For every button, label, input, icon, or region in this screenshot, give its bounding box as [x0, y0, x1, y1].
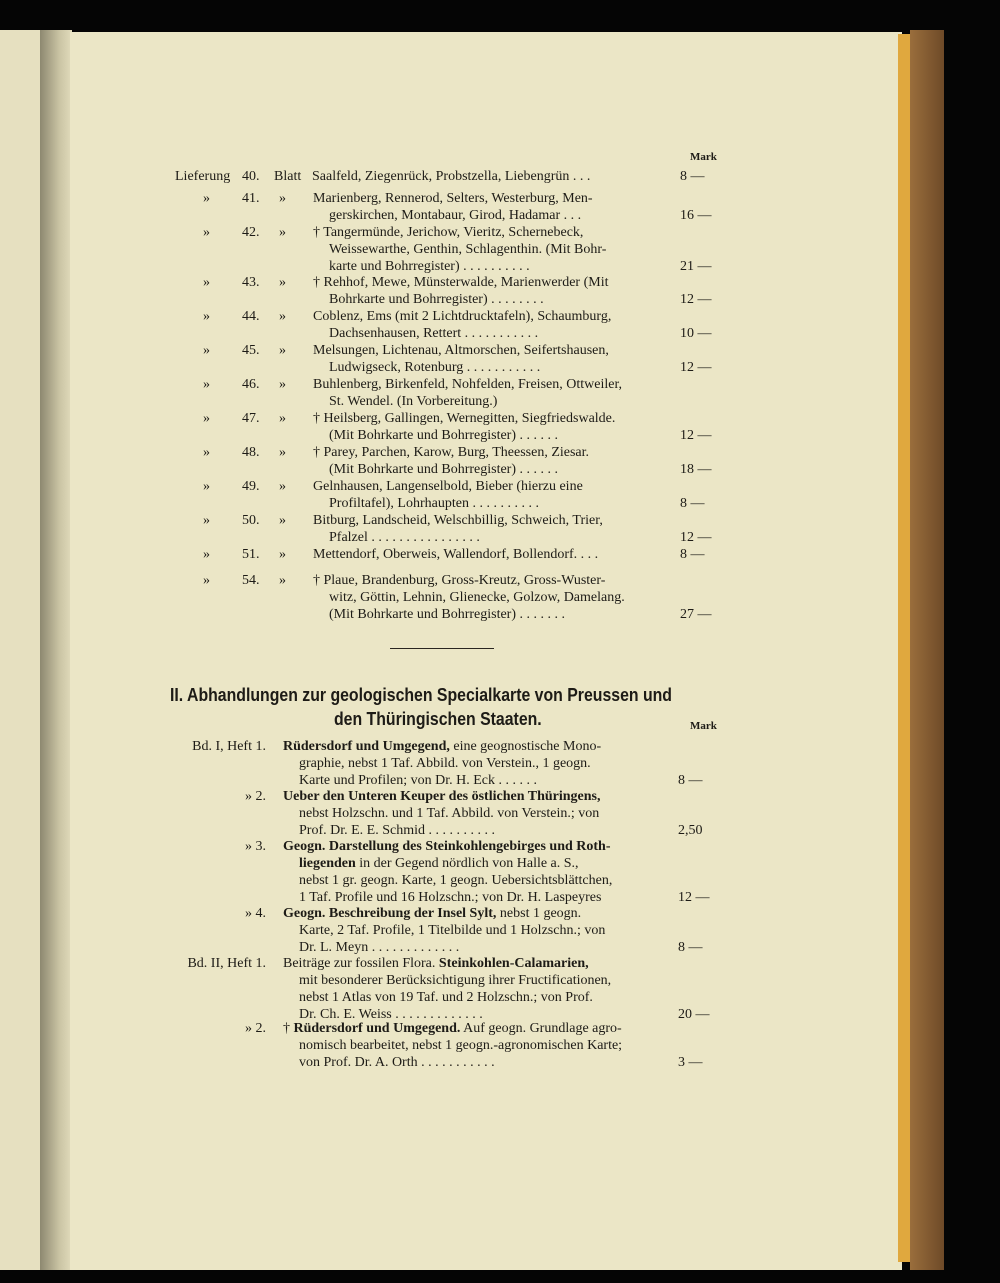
- entry-text-line: [283, 955, 663, 972]
- entry-price: 20 —: [678, 1007, 710, 1022]
- entry-text-line: Prof. Dr. E. E. Schmid . . . . . . . . . .: [299, 823, 495, 838]
- entry-text-line: Dr. Ch. E. Weiss . . . . . . . . . . . . .: [299, 1007, 483, 1022]
- series-label: »: [203, 445, 210, 460]
- blatt-label: »: [279, 513, 286, 528]
- entry-text-line: liegenden in der Gegend nördlich von Halle a. S.,: [299, 856, 579, 871]
- entry-text-line: Karte und Profilen; von Dr. H. Eck . . . . . .: [299, 773, 537, 788]
- entry-text: [313, 478, 583, 512]
- entry-text-line: † Tangermünde, Jerichow, Vieritz, Schernebeck,: [313, 225, 584, 240]
- entry-text-line: [283, 1020, 663, 1037]
- section-2-heading-line-2: den Thüringischen Staaten.: [334, 709, 542, 729]
- series-label: »: [203, 547, 210, 562]
- entry-price: 12 —: [680, 428, 712, 443]
- entry-text: [313, 274, 608, 308]
- entry-text: [313, 546, 598, 563]
- entry-text-line: [283, 838, 663, 855]
- entry-price: 16 —: [680, 208, 712, 223]
- series-label: »: [203, 377, 210, 392]
- entry-text-line: St. Wendel. (In Vorbereitung.): [329, 394, 498, 409]
- entry-text-line: † Rehhof, Mewe, Münsterwalde, Marienwerder (Mit: [313, 275, 609, 290]
- entry-number: 42.: [242, 225, 260, 240]
- series-label: »: [203, 411, 210, 426]
- blatt-label: »: [279, 445, 286, 460]
- entry-text: [283, 788, 663, 839]
- section-divider: [390, 648, 494, 649]
- entry-text-line: Karte, 2 Taf. Profile, 1 Titelbilde und 1 Holzschn.; von: [299, 923, 606, 938]
- entry-title: Rüdersdorf und Umgegend.: [293, 1021, 461, 1036]
- entry-text: [283, 838, 663, 906]
- blatt-label: Blatt: [274, 169, 302, 184]
- entry-text: [313, 308, 611, 342]
- entry-text-line: † Heilsberg, Gallingen, Wernegitten, Siegfriedswalde.: [313, 411, 616, 426]
- blatt-label: »: [279, 309, 286, 324]
- entry-number: 47.: [242, 411, 260, 426]
- entry-number: 48.: [242, 445, 260, 460]
- series-label: »: [203, 191, 210, 206]
- entry-title: Geogn. Darstellung des Steinkohlengebirges und Roth-: [283, 839, 611, 854]
- series-label: »: [203, 275, 210, 290]
- entry-title: Geogn. Beschreibung der Insel Sylt,: [283, 906, 497, 921]
- entry-price: 8 —: [678, 773, 703, 788]
- book-spine: [40, 30, 72, 1270]
- entry-number: 41.: [242, 191, 260, 206]
- entry-number: 45.: [242, 343, 260, 358]
- entry-text-line: [283, 905, 663, 922]
- entry-price: 8 —: [680, 496, 705, 511]
- entry-text-rest: nebst 1 geogn.: [496, 906, 582, 921]
- entry-text-line: gerskirchen, Montabaur, Girod, Hadamar . . .: [329, 208, 582, 223]
- blatt-label: »: [279, 573, 286, 588]
- entry-text-line: Mettendorf, Oberweis, Wallendorf, Bollendorf. . . .: [313, 547, 599, 562]
- entry-price: 12 —: [678, 890, 710, 905]
- entry-text: [313, 444, 589, 478]
- entry-price: 8 —: [678, 940, 703, 955]
- entry-text-line: † Parey, Parchen, Karow, Burg, Theessen, Ziesar.: [313, 445, 590, 460]
- entry-text-rest: eine geognostische Mono-: [449, 739, 602, 754]
- entry-number: 43.: [242, 275, 260, 290]
- entry-text: [313, 572, 625, 623]
- blatt-label: »: [279, 191, 286, 206]
- entry-text: [283, 738, 663, 789]
- blatt-label: »: [279, 547, 286, 562]
- entry-text-line: Profiltafel), Lohrhaupten . . . . . . . . . .: [329, 496, 539, 511]
- entry-number: 50.: [242, 513, 260, 528]
- entry-text-line: Ludwigseck, Rotenburg . . . . . . . . . . .: [329, 360, 541, 375]
- entry-text-line: Dachsenhausen, Rettert . . . . . . . . . . .: [329, 326, 539, 341]
- entry-text: [313, 190, 593, 224]
- blatt-label: »: [279, 275, 286, 290]
- entry-text-line: (Mit Bohrkarte und Bohrregister) . . . . . .: [329, 428, 559, 443]
- entry-price: 18 —: [680, 462, 712, 477]
- entry-text-line: (Mit Bohrkarte und Bohrregister) . . . . . .: [329, 462, 559, 477]
- entry-text-line: mit besonderer Berücksichtigung ihrer Fructificationen,: [299, 973, 612, 988]
- entry-number: 51.: [242, 547, 260, 562]
- entry-text-line: Bitburg, Landscheid, Welschbillig, Schweich, Trier,: [313, 513, 603, 528]
- series-label: »: [203, 479, 210, 494]
- entry-text-line: karte und Bohrregister) . . . . . . . . . .: [329, 259, 530, 274]
- blatt-label: »: [279, 377, 286, 392]
- entry-text-line: nebst 1 Atlas von 19 Taf. und 2 Holzschn.; von Prof.: [299, 990, 593, 1005]
- entry-text-line: witz, Göttin, Lehnin, Glienecke, Golzow, Damelang.: [329, 590, 625, 605]
- entry-price: 12 —: [680, 530, 712, 545]
- entry-text-line: [283, 738, 663, 755]
- entry-text-line: † Plaue, Brandenburg, Gross-Kreutz, Gross-Wuster-: [313, 573, 606, 588]
- entry-text-line: Bohrkarte und Bohrregister) . . . . . . . .: [329, 292, 544, 307]
- entry-text-line: graphie, nebst 1 Taf. Abbild. von Verstein., 1 geogn.: [299, 756, 591, 771]
- volume-label: » 2.: [245, 1021, 266, 1036]
- series-label: »: [203, 225, 210, 240]
- entry-text-line: (Mit Bohrkarte und Bohrregister) . . . . . . .: [329, 607, 566, 622]
- volume-label: » 2.: [245, 789, 266, 804]
- entry-text: [283, 955, 663, 1023]
- entry-text: [313, 376, 622, 410]
- section-2-heading-line-1: II. Abhandlungen zur geologischen Specialkarte von Preussen und: [170, 685, 672, 705]
- entry-text: [313, 410, 615, 444]
- entry-number: 46.: [242, 377, 260, 392]
- entry-text: [283, 905, 663, 956]
- mark-column-label-1: Mark: [690, 151, 717, 163]
- entry-text-line: [283, 788, 663, 805]
- entry-price: 3 —: [678, 1055, 703, 1070]
- entry-text-line: von Prof. Dr. A. Orth . . . . . . . . . . .: [299, 1055, 495, 1070]
- entry-price: 2,50: [678, 823, 703, 838]
- entry-number: 49.: [242, 479, 260, 494]
- entry-title: Steinkohlen-Calamarien,: [438, 956, 589, 971]
- entry-price: 8 —: [680, 169, 705, 184]
- entry-price: 10 —: [680, 326, 712, 341]
- entry-prefix: †: [283, 1021, 294, 1036]
- entry-price: 12 —: [680, 360, 712, 375]
- entry-text-line: Marienberg, Rennerod, Selters, Westerburg, Men-: [313, 191, 593, 206]
- series-label: »: [203, 513, 210, 528]
- entry-price: 21 —: [680, 259, 712, 274]
- entry-text: [313, 512, 603, 546]
- entry-prefix: Beiträge zur fossilen Flora.: [283, 956, 439, 971]
- entry-text-line: Weissewarthe, Genthin, Schlagenthin. (Mit Bohr-: [329, 242, 607, 257]
- entry-number: 40.: [242, 169, 260, 184]
- entry-text-line: Saalfeld, Ziegenrück, Probstzella, Liebengrün . . .: [312, 169, 591, 184]
- entry-text-line: nomisch bearbeitet, nebst 1 geogn.-agronomischen Karte;: [299, 1038, 623, 1053]
- series-label: »: [203, 343, 210, 358]
- entry-title-cont: liegenden: [299, 856, 356, 871]
- blatt-label: »: [279, 479, 286, 494]
- entry-price: 8 —: [680, 547, 705, 562]
- entry-price: 27 —: [680, 607, 712, 622]
- entry-text-line: Melsungen, Lichtenau, Altmorschen, Seifertshausen,: [313, 343, 609, 358]
- volume-label: Bd. I, Heft 1.: [192, 739, 266, 754]
- entry-text: [312, 168, 590, 185]
- entry-text-line: Dr. L. Meyn . . . . . . . . . . . . .: [299, 940, 460, 955]
- blatt-label: »: [279, 225, 286, 240]
- entry-title: Rüdersdorf und Umgegend,: [283, 739, 450, 754]
- entry-text-line: nebst Holzschn. und 1 Taf. Abbild. von Verstein.; von: [299, 806, 600, 821]
- volume-label: » 3.: [245, 839, 266, 854]
- entry-text-line: 1 Taf. Profile und 16 Holzschn.; von Dr. H. Laspeyres: [299, 890, 602, 905]
- series-label: »: [203, 309, 210, 324]
- entry-text-line: Pfalzel . . . . . . . . . . . . . . . .: [329, 530, 480, 545]
- blatt-label: »: [279, 343, 286, 358]
- entry-text: [283, 1020, 663, 1071]
- series-label: Lieferung: [175, 169, 231, 184]
- volume-label: » 4.: [245, 906, 266, 921]
- entry-number: 44.: [242, 309, 260, 324]
- entry-text: [313, 342, 609, 376]
- entry-text-line: Coblenz, Ems (mit 2 Lichtdrucktafeln), Schaumburg,: [313, 309, 612, 324]
- entry-text-line: Gelnhausen, Langenselbold, Bieber (hierzu eine: [313, 479, 583, 494]
- series-label: »: [203, 573, 210, 588]
- entry-price: 12 —: [680, 292, 712, 307]
- mark-column-label-2: Mark: [690, 720, 717, 732]
- entry-number: 54.: [242, 573, 260, 588]
- entry-text-rest: Auf geogn. Grundlage agro-: [460, 1021, 622, 1036]
- entry-title: Ueber den Unteren Keuper des östlichen Thüringens,: [283, 789, 601, 804]
- blatt-label: »: [279, 411, 286, 426]
- entry-text-line: nebst 1 gr. geogn. Karte, 1 geogn. Uebersichtsblättchen,: [299, 873, 613, 888]
- volume-label: Bd. II, Heft 1.: [187, 956, 266, 971]
- entry-text-line: Buhlenberg, Birkenfeld, Nohfelden, Freisen, Ottweiler,: [313, 377, 623, 392]
- entry-text: [313, 224, 606, 275]
- cover-edge: [910, 30, 944, 1270]
